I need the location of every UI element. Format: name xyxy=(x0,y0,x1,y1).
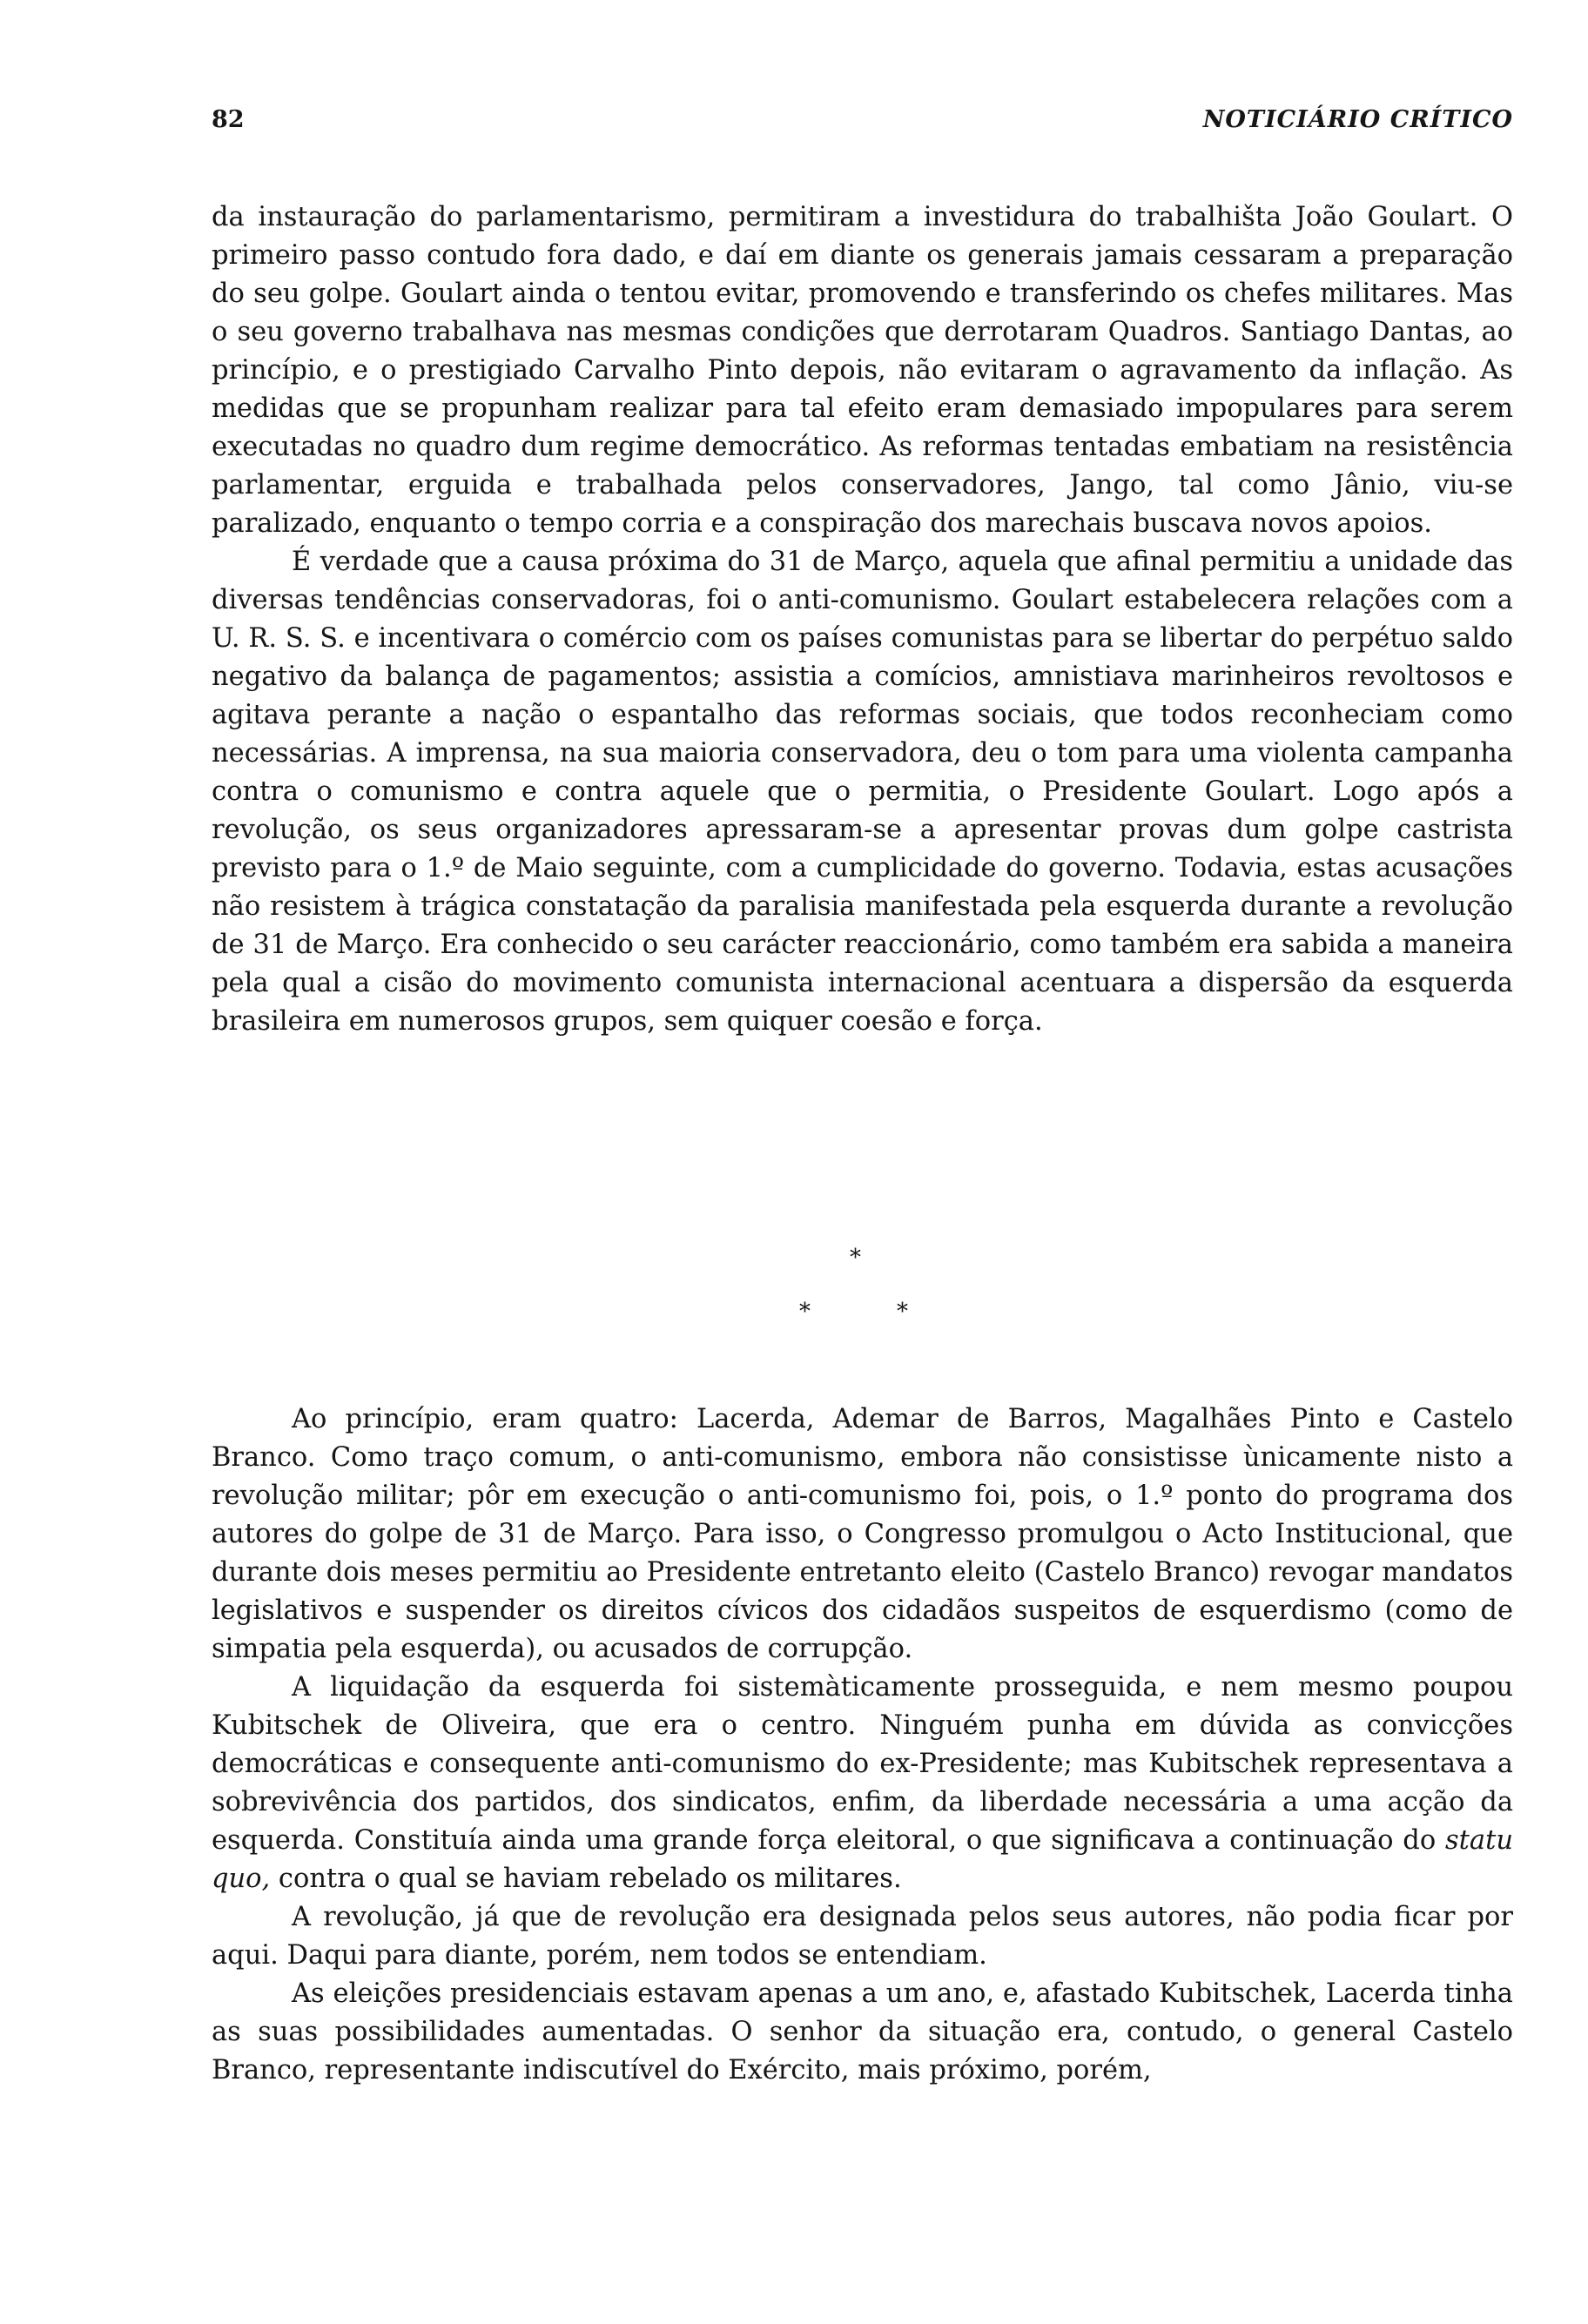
separator-asterisk: * xyxy=(897,1299,908,1325)
section-two xyxy=(212,1400,1513,2090)
paragraph-text: A liquidação da esquerda foi sistemàticamente prosseguida, e nem mesmo poupou Kubitschek de Oliveira, que era o centro. Ninguém punha em dúvida as convicções democráticas e consequente anti-comunismo do ex-Presidente; mas Kubitschek representava a sobrevivência dos partidos, dos sindicatos, enfim, da liberdade necessária a uma acção da esquerda. Constituía ainda uma grande força eleitoral, o que significava a continuação do xyxy=(212,1672,1513,1856)
page-header xyxy=(212,106,1513,141)
paragraph: As eleições presidenciais estavam apenas a um ano, e, afastado Kubitschek, Lacerda tinha as suas possibilidades aumentadas. O senhor da situação era, contudo, o general Castelo Branco, representante indiscutível do Exército, mais próximo, porém, xyxy=(212,1978,1513,2086)
separator-asterisk: * xyxy=(850,1245,861,1271)
paragraph: da instauração do parlamentarismo, permitiram a investidura do trabalhišta João Goulart. O primeiro passo contudo fora dado, e daí em diante os generais jamais cessaram a preparação do seu golpe. Goulart ainda o tentou evitar, promovendo e transferindo os chefes militares. Mas o seu governo trabalhava nas mesmas condições que derrotaram Quadros. Santiago Dantas, ao princípio, e o prestigiado Carvalho Pinto depois, não evitaram o agravamento da inflação. As medidas que se propunham realizar para tal efeito eram demasiado impopulares para serem executadas no quadro dum regime democrático. As reformas tentadas embatiam na resistência parlamentar, erguida e trabalhada pelos conservadores, Jango, tal como Jânio, viu-se paralizado, enquanto o tempo corria e a conspiração dos marechais buscava novos apoios. xyxy=(212,202,1513,539)
paragraph xyxy=(212,1669,1513,1898)
running-title: NOTICIÁRIO CRÍTICO xyxy=(1202,106,1513,133)
separator-asterisk: * xyxy=(799,1299,811,1325)
page-number: 82 xyxy=(212,106,245,133)
paragraph: É verdade que a causa próxima do 31 de Março, aquela que afinal permitiu a unidade das diversas tendências conservadoras, foi o anti-comunismo. Goulart estabelecera relações com a U. R. S. S. e incentivara o comércio com os países comunistas para se libertar do perpétuo saldo negativo da balança de pagamentos; assistia a comícios, amnistiava marinheiros revoltosos e agitava perante a nação o espantalho das reformas sociais, que todos reconheciam como necessárias. A imprensa, na sua maioria conservadora, deu o tom para uma violenta campanha contra o comunismo e contra aquele que o permitia, o Presidente Goulart. Logo após a revolução, os seus organizadores apressaram-se a apresentar provas dum golpe castrista previsto para o 1.º de Maio seguinte, com a cumplicidade do governo. Todavia, estas acusações não resistem à trágica constatação da paralisia manifestada pela esquerda durante a revolução de 31 de Março. Era conhecido o seu carácter reaccionário, como também era sabida a maneira pela qual a cisão do movimento comunista internacional acentuara a dispersão da esquerda brasileira em numerosos grupos, sem quiquer coesão e força. xyxy=(212,547,1513,1037)
section-one xyxy=(212,198,1513,1041)
paragraph: A revolução, já que de revolução era designada pelos seus autores, não podia ficar por aqui. Daqui para diante, porém, nem todos se entendiam. xyxy=(212,1902,1513,1971)
latin-phrase: statu quo, xyxy=(212,1825,1513,1894)
paragraph-text: contra o qual se haviam rebelado os militares. xyxy=(270,1864,902,1894)
paragraph: Ao princípio, eram quatro: Lacerda, Ademar de Barros, Magalhães Pinto e Castelo Branco. Como traço comum, o anti-comunismo, embora não consistisse ùnicamente nisto a revolução militar; pôr em execução o anti-comunismo foi, pois, o 1.º ponto do programa dos autores do golpe de 31 de Março. Para isso, o Congresso promulgou o Acto Institucional, que durante dois meses permitiu ao Presidente entretanto eleito (Castelo Branco) revogar mandatos legislativos e suspender os direitos cívicos dos cidadãos suspeitos de esquerdismo (como de simpatia pela esquerda), ou acusados de corrupção. xyxy=(212,1404,1513,1664)
